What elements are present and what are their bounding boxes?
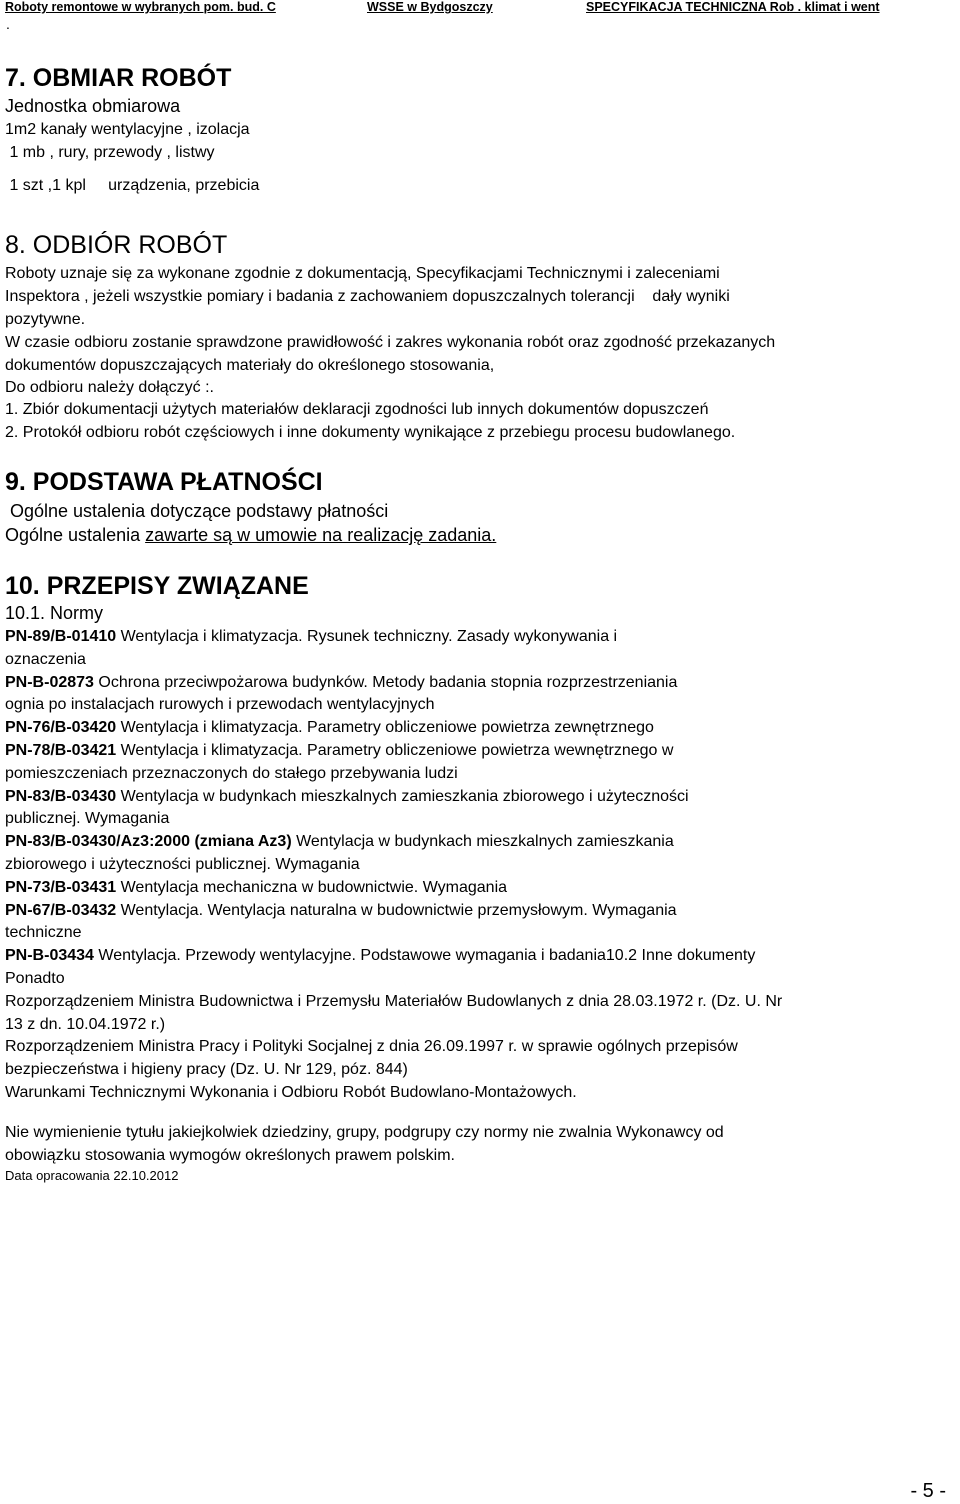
norm-text: zbiorowego i użyteczności publicznej. Wymagania [5, 856, 360, 873]
norm-code: PN-B-02873 [5, 674, 94, 691]
norm-text: Wentylacja mechaniczna w budownictwie. Wymagania [116, 879, 508, 896]
norm-line [5, 855, 360, 874]
norm-line [5, 650, 86, 669]
section-9-title: 9. PODSTAWA PŁATNOŚCI [5, 468, 323, 496]
norm-line [5, 787, 689, 806]
section-7-title: 7. OBMIAR ROBÓT [5, 64, 232, 92]
norm-code: PN-78/B-03421 [5, 742, 117, 759]
norm-line [5, 1083, 577, 1102]
section-7-sub: Jednostka obmiarowa [5, 96, 181, 116]
section-9-sub: Ogólne ustalenia dotyczące podstawy płatności [5, 501, 389, 521]
norm-line [5, 1060, 408, 1079]
norm-text: Wentylacja. Wentylacja naturalna w budownictwie przemysłowym. Wymagania [116, 902, 677, 919]
norm-line [5, 901, 677, 920]
norm-line [5, 809, 169, 828]
section-7-line: 1m2 kanały wentylacyjne , izolacja [5, 121, 250, 138]
norm-line [5, 946, 755, 965]
norm-line [5, 718, 654, 737]
section-8-line: Roboty uznaje się za wykonane zgodnie z dokumentacją, Specyfikacjami Technicznymi i zaleceniami [5, 265, 720, 282]
section-8-line: Inspektora , jeżeli wszystkie pomiary i badania z zachowaniem dopuszczalnych tolerancji dały wyniki [5, 288, 730, 305]
norm-text: Wentylacja. Przewody wentylacyjne. Podstawowe wymagania i badania10.2 Inne dokumenty [93, 947, 756, 964]
section-8-line: pozytywne. [5, 311, 86, 328]
norm-line [5, 741, 673, 760]
closing-line: Nie wymienienie tytułu jakiejkolwiek dziedziny, grupy, podgrupy czy normy nie zwalnia Wykonawcy od [5, 1124, 724, 1141]
norm-line [5, 764, 458, 783]
norm-code: PN-73/B-03431 [5, 879, 117, 896]
norm-text: Rozporządzeniem Ministra Budownictwa i Przemysłu Materiałów Budowlanych z dnia 28.03.1972 r. (Dz. U. Nr [5, 993, 783, 1010]
norm-text: Warunkami Technicznymi Wykonania i Odbioru Robót Budowlano-Montażowych. [5, 1084, 577, 1101]
norm-text: oznaczenia [5, 651, 86, 668]
norm-code: PN-83/B-03430 [5, 788, 117, 805]
norm-code: PN-B-03434 [5, 947, 94, 964]
norm-line [5, 1015, 165, 1034]
section-10-title: 10. PRZEPISY ZWIĄZANE [5, 572, 309, 600]
section-10-sub: 10.1. Normy [5, 603, 104, 623]
norm-line [5, 627, 617, 646]
norm-line [5, 878, 507, 897]
norm-line [5, 923, 82, 942]
section-8-line: 2. Protokół odbioru robót częściowych i inne dokumenty wynikające z przebiegu procesu budowlanego. [5, 424, 736, 441]
header-middle: WSSE w Bydgoszczy [367, 0, 493, 14]
norm-text: ognia po instalacjach rurowych i przewodach wentylacyjnych [5, 696, 435, 713]
norm-text: Ponadto [5, 970, 65, 987]
section-9-line-prefix: Ogólne ustalenia [5, 525, 146, 545]
section-7-line: 1 szt ,1 kpl urządzenia, przebicia [5, 177, 260, 194]
norm-code: PN-89/B-01410 [5, 628, 117, 645]
norm-text: publicznej. Wymagania [5, 810, 170, 827]
norm-text: Rozporządzeniem Ministra Pracy i Polityki Socjalnej z dnia 26.09.1997 r. w sprawie ogólnych przepisów [5, 1038, 738, 1055]
norm-line [5, 969, 65, 988]
norm-line [5, 992, 782, 1011]
section-9-line-underlined: zawarte są w umowie na realizację zadania. [145, 525, 497, 545]
norm-line [5, 695, 435, 714]
norm-text: Ochrona przeciwpożarowa budynków. Metody badania stopnia rozprzestrzeniania [93, 674, 678, 691]
norm-text: Wentylacja w budynkach mieszkalnych zamieszkania [291, 833, 674, 850]
norm-code: PN-67/B-03432 [5, 902, 117, 919]
page-number: - 5 - [910, 1480, 946, 1502]
norm-text: Wentylacja i klimatyzacja. Parametry obliczeniowe powietrza wewnętrznego w [116, 742, 674, 759]
closing-line: obowiązku stosowania wymogów określonych prawem polskim. [5, 1147, 455, 1164]
section-8-title: 8. ODBIÓR ROBÓT [5, 231, 228, 259]
norm-code: PN-76/B-03420 [5, 719, 117, 736]
section-8-line: W czasie odbioru zostanie sprawdzone prawidłowość i zakres wykonania robót oraz zgodność przekazanych [5, 334, 776, 351]
header-right: SPECYFIKACJA TECHNICZNA Rob . klimat i went [586, 0, 880, 14]
norm-text: techniczne [5, 924, 82, 941]
norm-text: Wentylacja i klimatyzacja. Rysunek techniczny. Zasady wykonywania i [116, 628, 618, 645]
document-date: Data opracowania 22.10.2012 [5, 1168, 179, 1183]
header-dot: . [6, 16, 10, 32]
norm-text: Wentylacja i klimatyzacja. Parametry obliczeniowe powietrza zewnętrznego [116, 719, 654, 736]
norm-line [5, 673, 677, 692]
section-8-line: dokumentów dopuszczających materiały do określonego stosowania, [5, 357, 495, 374]
section-9-line [5, 525, 496, 546]
norm-line [5, 832, 674, 851]
section-7-line: 1 mb , rury, przewody , listwy [5, 144, 215, 161]
norm-code: PN-83/B-03430/Az3:2000 (zmiana Az3) [5, 833, 292, 850]
section-8-line: 1. Zbiór dokumentacji użytych materiałów deklaracji zgodności lub innych dokumentów dopuszczeń [5, 401, 709, 418]
norm-line [5, 1037, 738, 1056]
norm-text: 13 z dn. 10.04.1972 r.) [5, 1016, 166, 1033]
header-left: Roboty remontowe w wybranych pom. bud. C [5, 0, 276, 14]
norm-text: pomieszczeniach przeznaczonych do stałego przebywania ludzi [5, 765, 458, 782]
norm-text: bezpieczeństwa i higieny pracy (Dz. U. Nr 129, póz. 844) [5, 1061, 408, 1078]
page-header [5, 0, 960, 14]
norm-text: Wentylacja w budynkach mieszkalnych zamieszkania zbiorowego i użyteczności [116, 788, 689, 805]
section-8-line: Do odbioru należy dołączyć :. [5, 379, 214, 396]
